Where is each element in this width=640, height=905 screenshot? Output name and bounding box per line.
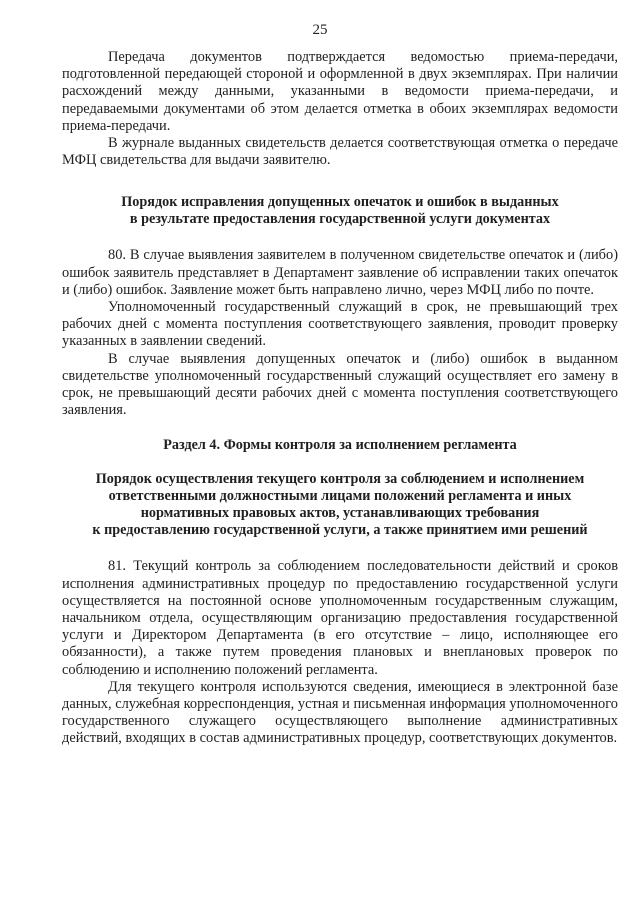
heading-typo-correction: Порядок исправления допущенных опечаток и ошибок в выданных в результате предоставления государственной услуги документах	[121, 194, 559, 228]
heading-current-control: Порядок осуществления текущего контроля за соблюдением и исполнением ответственными должностными лицами положений регламента и иных нормативных правовых актов, устанавливающих требования к предоставлению государственной услуги, а также принятием ими решений	[92, 471, 588, 539]
paragraph-80: 80. В случае выявления заявителем в полученном свидетельстве опечаток и (либо) ошибок заявитель представляет в Департамент заявление об исправлении таких опечаток и (либо) ошибок. Заявление может быть направлено лично, через МФЦ либо по почте.	[62, 247, 618, 298]
paragraph-replacement: В случае выявления допущенных опечаток и (либо) ошибок в выданном свидетельстве уполномоченный государственный служащий осуществляет его замену в срок, не превышающий десяти рабочих дней с момента поступления соответствующего заявления.	[62, 350, 618, 419]
paragraph-81: 81. Текущий контроль за соблюдением последовательности действий и сроков исполнения административных процедур по предоставлению государственной услуги осуществляется на постоянной основе уполномоченным государственным служащим, начальником отдела, осуществляющим организацию предоставления государственной услуги и Директором Департамента (в его отсутствие – лицо, исполняющее его обязанности), а также путем проведения плановых и внеплановых проверок по соблюдению и исполнению положений регламента.	[62, 558, 618, 678]
page-number: 25	[312, 22, 328, 38]
paragraph-document-transfer: Передача документов подтверждается ведомостью приема-передачи, подготовленной передающей стороной и оформленной в двух экземплярах. При наличии расхождений между данными, указанными в ведомости приема-передачи, и передаваемыми документами об этом делается отметка в обоих экземплярах ведомости приема-передачи.	[62, 49, 618, 134]
page-content	[62, 49, 618, 748]
paragraph-journal-note: В журнале выданных свидетельств делается соответствующая отметка о передаче МФЦ свидетельства для выдачи заявителю.	[62, 135, 618, 169]
heading-section-4: Раздел 4. Формы контроля за исполнением регламента	[163, 437, 517, 454]
paragraph-control-sources: Для текущего контроля используются сведения, имеющиеся в электронной базе данных, служебная корреспонденция, устная и письменная информация уполномоченного государственного служащего осуществляющего выполнение административных действий, входящих в состав административных процедур, соответствующих документов.	[62, 678, 618, 747]
paragraph-verification: Уполномоченный государственный служащий в срок, не превышающий трех рабочих дней с момента поступления соответствующего заявления, проводит проверку указанных в заявлении сведений.	[62, 299, 618, 350]
